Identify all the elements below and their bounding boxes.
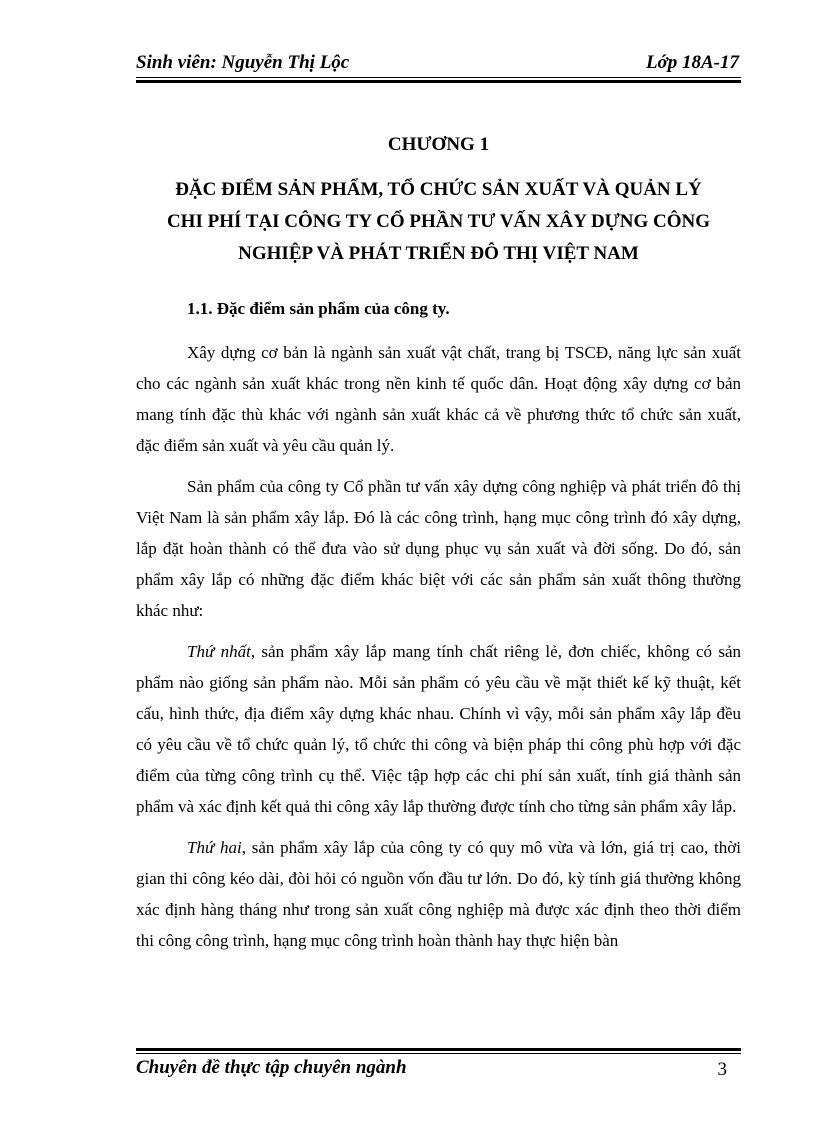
header-rule-thick: [136, 80, 741, 83]
paragraph: Sản phẩm của công ty Cổ phần tư vấn xây dựng công nghiệp và phát triển đô thị Việt Nam là sản phẩm xây lắp. Đó là các công trình, hạng mục công trình đó xây dựng, lắp đặt hoàn thành có thể đưa vào sử dụng phục vụ sản xuất và đời sống. Do đó, sản phẩm xây lắp có những đặc điểm khác biệt với các sản phẩm sản xuất thông thường khác như:: [136, 477, 741, 620]
page-number: 3: [717, 1059, 727, 1080]
chapter-title: [136, 174, 741, 270]
body-content: [136, 293, 741, 966]
page-footer: [136, 1048, 741, 1088]
class-code: Lớp 18A-17: [645, 52, 739, 73]
chapter-title-line: CHI PHÍ TẠI CÔNG TY CỔ PHẦN TƯ VẤN XÂY DỰNG CÔNG: [166, 211, 711, 232]
chapter-title-line: NGHIỆP VÀ PHÁT TRIỂN ĐÔ THỊ VIỆT NAM: [238, 243, 639, 264]
paragraph-lead: Thứ nhất: [187, 642, 251, 661]
paragraph-lead: Thứ hai: [187, 838, 242, 857]
paragraph: Xây dựng cơ bản là ngành sản xuất vật chất, trang bị TSCĐ, năng lực sản xuất cho các ngành sản xuất khác trong nền kinh tế quốc dân. Hoạt động xây dựng cơ bản mang tính đặc thù khác với ngành sản xuất khác cả về phương thức tổ chức sản xuất, đặc điểm sản xuất và yêu cầu quản lý.: [136, 343, 741, 455]
paragraph-second-point: [136, 832, 741, 956]
footer-rule-thick: [136, 1048, 741, 1051]
paragraph-text: , sản phẩm xây lắp của công ty có quy mô vừa và lớn, giá trị cao, thời gian thi công kéo dài, đòi hỏi có nguồn vốn đầu tư lớn. Do đó, kỳ tính giá thường không xác định hàng tháng như trong sản xuất công nghiệp mà được xác định theo thời điểm thi công công trình, hạng mục công trình hoàn thành hay thực hiện bàn: [136, 838, 741, 950]
paragraph-first-point: [136, 636, 741, 822]
footer-rule: [136, 1053, 741, 1054]
section-heading: 1.1. Đặc điểm sản phẩm của công ty.: [187, 299, 450, 318]
student-name: Sinh viên: Nguyễn Thị Lộc: [136, 52, 350, 73]
chapter-title-line: ĐẶC ĐIỂM SẢN PHẨM, TỔ CHỨC SẢN XUẤT VÀ QUẢN LÝ: [175, 179, 702, 200]
page-header: [136, 52, 741, 78]
footer-title: Chuyên đề thực tập chuyên ngành: [136, 1057, 407, 1078]
header-rule: [136, 77, 741, 78]
paragraph-text: , sản phẩm xây lắp mang tính chất riêng lẻ, đơn chiếc, không có sản phẩm nào giống sản phẩm nào. Mỗi sản phẩm có yêu cầu về mặt thiết kế kỹ thuật, kết cấu, hình thức, địa điểm xây dựng khác nhau. Chính vì vậy, mỗi sản phẩm xây lắp đều có yêu cầu về tổ chức quản lý, tổ chức thi công và biện pháp thi công phù hợp với đặc điểm của từng công trình cụ thể. Việc tập hợp các chi phí sản xuất, tính giá thành sản phẩm và xác định kết quả thi công xây lắp thường được tính cho từng sản phẩm xây lắp.: [136, 642, 742, 816]
chapter-number: CHƯƠNG 1: [387, 134, 490, 155]
